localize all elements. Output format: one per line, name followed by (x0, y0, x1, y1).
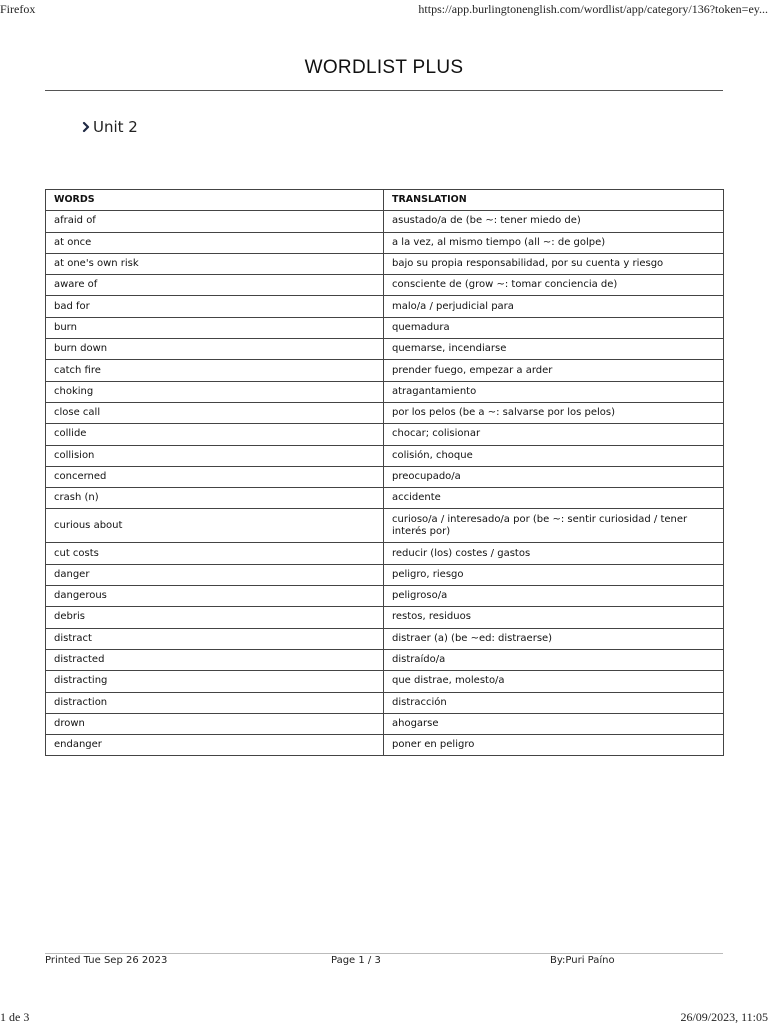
table-row (46, 607, 724, 628)
table-row (46, 402, 724, 423)
table-row (46, 296, 724, 317)
column-header-translation: TRANSLATION (384, 190, 724, 211)
word-cell: catch fire (46, 360, 384, 381)
translation-cell: accidente (384, 488, 724, 509)
translation-cell: peligroso/a (384, 586, 724, 607)
print-page-counter: 1 de 3 (0, 1010, 30, 1024)
table-row (46, 317, 724, 338)
translation-cell: reducir (los) costes / gastos (384, 543, 724, 564)
word-cell: distract (46, 628, 384, 649)
word-cell: burn (46, 317, 384, 338)
table-row (46, 692, 724, 713)
translation-cell: que distrae, molesto/a (384, 671, 724, 692)
table-row (46, 445, 724, 466)
translation-cell: consciente de (grow ~: tomar conciencia de) (384, 275, 724, 296)
footer-divider (45, 953, 723, 954)
word-cell: danger (46, 564, 384, 585)
word-cell: concerned (46, 466, 384, 487)
word-cell: collide (46, 424, 384, 445)
table-row (46, 424, 724, 445)
translation-cell: por los pelos (be a ~: salvarse por los pelos) (384, 402, 724, 423)
table-row (46, 509, 724, 543)
word-cell: afraid of (46, 211, 384, 232)
translation-cell: malo/a / perjudicial para (384, 296, 724, 317)
word-cell: choking (46, 381, 384, 402)
chevron-right-icon (82, 120, 91, 134)
table-row (46, 628, 724, 649)
browser-name: Firefox (0, 2, 36, 16)
column-header-words: WORDS (46, 190, 384, 211)
print-datetime: 26/09/2023, 11:05 (680, 1010, 768, 1024)
word-cell: close call (46, 402, 384, 423)
unit-heading[interactable] (82, 118, 138, 136)
translation-cell: distraer (a) (be ~ed: distraerse) (384, 628, 724, 649)
word-cell: cut costs (46, 543, 384, 564)
word-cell: curious about (46, 509, 384, 543)
translation-cell: ahogarse (384, 713, 724, 734)
table-row (46, 713, 724, 734)
table-row (46, 275, 724, 296)
unit-label: Unit 2 (93, 118, 138, 136)
table-row (46, 381, 724, 402)
word-cell: aware of (46, 275, 384, 296)
translation-cell: quemadura (384, 317, 724, 338)
table-row (46, 671, 724, 692)
word-cell: endanger (46, 735, 384, 756)
table-row (46, 649, 724, 670)
word-cell: distraction (46, 692, 384, 713)
word-cell: crash (n) (46, 488, 384, 509)
translation-cell: chocar; colisionar (384, 424, 724, 445)
word-cell: at once (46, 232, 384, 253)
word-cell: collision (46, 445, 384, 466)
page-url: https://app.burlingtonenglish.com/wordlist/app/category/136?token=ey... (418, 2, 768, 16)
page-title: WORDLIST PLUS (304, 57, 464, 78)
word-cell: burn down (46, 339, 384, 360)
wordlist-table (45, 189, 724, 756)
translation-cell: quemarse, incendiarse (384, 339, 724, 360)
translation-cell: colisión, choque (384, 445, 724, 466)
translation-cell: distraído/a (384, 649, 724, 670)
word-cell: dangerous (46, 586, 384, 607)
author: By:Puri Paíno (550, 955, 615, 966)
translation-cell: bajo su propia responsabilidad, por su cuenta y riesgo (384, 253, 724, 274)
table-row (46, 253, 724, 274)
word-cell: distracting (46, 671, 384, 692)
table-row (46, 586, 724, 607)
word-cell: debris (46, 607, 384, 628)
translation-cell: peligro, riesgo (384, 564, 724, 585)
word-cell: at one's own risk (46, 253, 384, 274)
table-row (46, 488, 724, 509)
word-cell: drown (46, 713, 384, 734)
table-header-row (46, 190, 724, 211)
page-number: Page 1 / 3 (331, 955, 381, 966)
table-row (46, 339, 724, 360)
table-row (46, 564, 724, 585)
table-row (46, 543, 724, 564)
table-row (46, 232, 724, 253)
translation-cell: poner en peligro (384, 735, 724, 756)
table-row (46, 466, 724, 487)
table-row (46, 735, 724, 756)
translation-cell: curioso/a / interesado/a por (be ~: sentir curiosidad / tener interés por) (384, 509, 724, 543)
printed-date: Printed Tue Sep 26 2023 (45, 955, 168, 966)
translation-cell: a la vez, al mismo tiempo (all ~: de golpe) (384, 232, 724, 253)
title-divider (45, 90, 723, 91)
translation-cell: restos, residuos (384, 607, 724, 628)
translation-cell: atragantamiento (384, 381, 724, 402)
word-cell: bad for (46, 296, 384, 317)
translation-cell: prender fuego, empezar a arder (384, 360, 724, 381)
table-row (46, 360, 724, 381)
word-cell: distracted (46, 649, 384, 670)
translation-cell: preocupado/a (384, 466, 724, 487)
translation-cell: distracción (384, 692, 724, 713)
translation-cell: asustado/a de (be ~: tener miedo de) (384, 211, 724, 232)
table-body (46, 211, 724, 756)
table-row (46, 211, 724, 232)
